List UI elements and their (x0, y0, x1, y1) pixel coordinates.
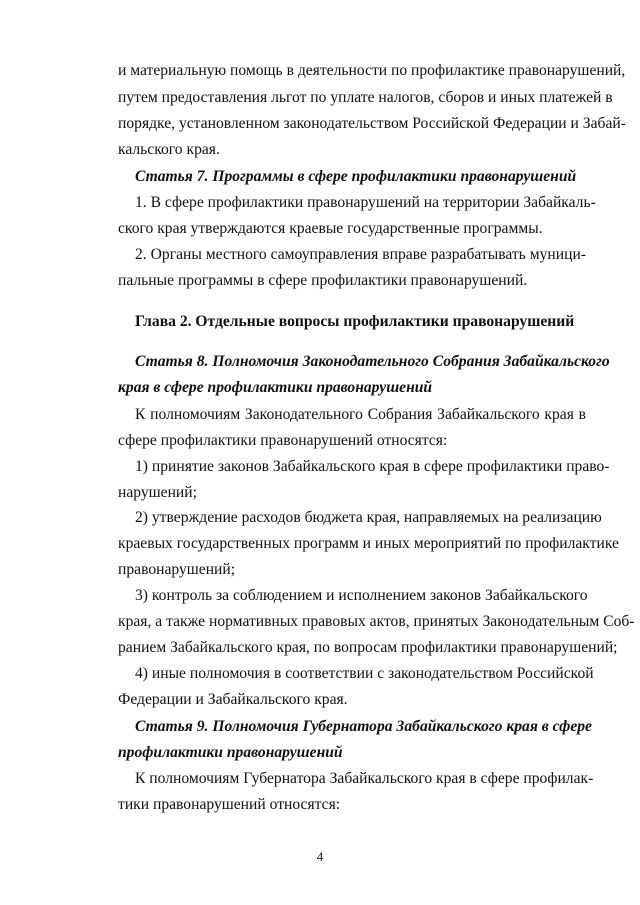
body-text-line: 2. Органы местного самоуправления вправе разрабатывать муници- (135, 246, 586, 264)
article-8-heading-cont: края в сфере профилактики правонарушений (118, 378, 433, 396)
chapter-2-heading: Глава 2. Отдельные вопросы профилактики правонарушений (135, 313, 575, 330)
body-text-line: порядке, установленном законодательством Российской Федерации и Забай- (118, 114, 626, 132)
list-item-1-cont: нарушений; (118, 483, 197, 501)
list-item-2-cont: правонарушений; (118, 561, 236, 579)
list-item-1: 1) принятие законов Забайкальского края в сфере профилактики право- (135, 457, 610, 475)
article-9-heading-cont: профилактики правонарушений (118, 744, 343, 762)
article-9-heading: Статья 9. Полномочия Губернатора Забайкальского края в сфере (135, 718, 592, 736)
list-item-2-cont: краевых государственных программ и иных мероприятий по профилактике (118, 535, 619, 553)
body-text-line: путем предоставления льгот по уплате налогов, сборов и иных платежей в (118, 88, 613, 106)
list-item-4: 4) иные полномочия в соответствии с законодательством Российской (135, 665, 594, 683)
page-number: 4 (316, 849, 324, 864)
body-text-line: 1. В сфере профилактики правонарушений на территории Забайкаль- (135, 194, 596, 212)
article-8-heading: Статья 8. Полномочия Законодательного Собрания Забайкальского (135, 352, 610, 370)
body-text-line: К полномочиям Губернатора Забайкальского края в сфере профилак- (135, 770, 594, 788)
article-7-heading: Статья 7. Программы в сфере профилактики правонарушений (135, 168, 577, 186)
list-item-3: 3) контроль за соблюдением и исполнением законов Забайкальского (135, 587, 588, 605)
body-text-line: и материальную помощь в деятельности по профилактике правонарушений, (118, 62, 626, 79)
list-item-4-cont: Федерации и Забайкальского края. (118, 691, 348, 709)
body-text-line: тики правонарушений относятся: (118, 796, 341, 813)
body-text-line: пальные программы в сфере профилактики правонарушений. (118, 272, 528, 290)
body-text-line: кальского края. (118, 140, 220, 158)
list-item-2: 2) утверждение расходов бюджета края, направляемых на реализацию (135, 509, 602, 527)
body-text-line: ского края утверждаются краевые государственные программы. (118, 220, 543, 238)
list-item-3-cont: края, а также нормативных правовых актов, принятых Законодательным Соб- (118, 613, 635, 631)
body-text-line: сфере профилактики правонарушений относятся: (118, 431, 448, 449)
list-item-3-cont: ранием Забайкальского края, по вопросам профилактики правонарушений; (118, 639, 618, 657)
body-text-line: К полномочиям Законодательного Собрания Забайкальского края в (135, 405, 586, 423)
